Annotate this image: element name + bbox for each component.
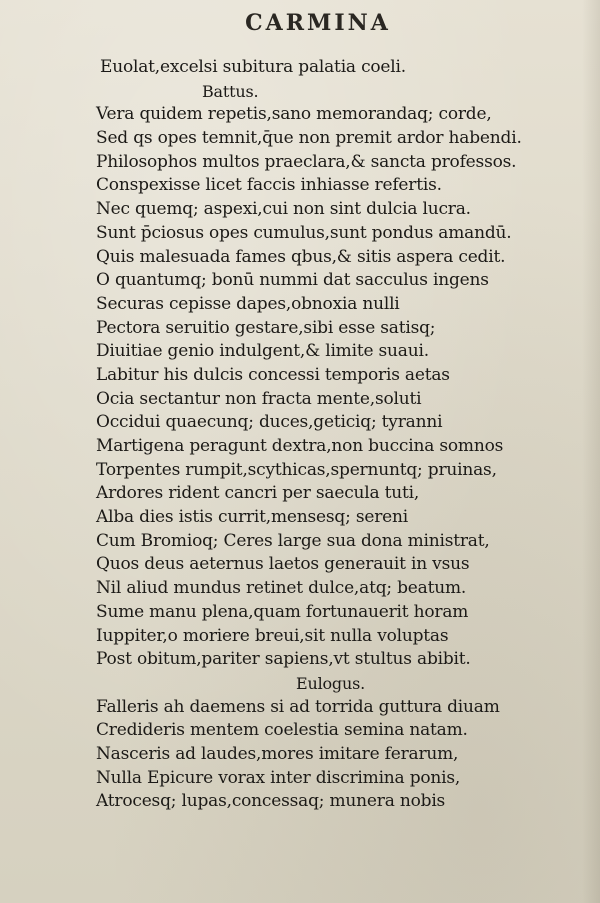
verse-line: Ardores rident cancri per saecula tuti,: [96, 483, 420, 504]
verse-line: Quos deus aeternus laetos generauit in vsus: [96, 554, 470, 575]
verse-line: Iuppiter,o moriere breui,sit nulla voluptas: [96, 625, 449, 646]
verse-line: Sed qs opes temnit,q̄ue non premit ardor habendi.: [96, 128, 522, 149]
verse-line: Occidui quaecunq; duces,geticiq; tyranni: [96, 412, 443, 433]
verse-line: Securas cepisse dapes,obnoxia nulli: [96, 293, 400, 314]
verse-line: Nil aliud mundus retinet dulce,atq; beatum.: [96, 578, 467, 599]
verse-line: Torpentes rumpit,scythicas,spernuntq; pruinas,: [96, 459, 497, 480]
verse-line: Post obitum,pariter sapiens,vt stultus abibit.: [96, 649, 471, 670]
verse-line: Nulla Epicure vorax inter discrimina ponis,: [96, 767, 461, 788]
page-edge-shadow: [582, 0, 600, 903]
speaker-name: Battus.: [202, 81, 259, 101]
verse-line: Quis malesuada fames qbus,& sitis aspera cedit.: [96, 246, 506, 267]
verse-line: Falleris ah daemens si ad torrida guttura diuam: [96, 696, 500, 717]
verse-line: Nec quemq; aspexi,cui non sint dulcia lucra.: [96, 199, 471, 220]
verse-line: Credideris mentem coelestia semina natam.: [96, 720, 468, 741]
verse-line: Pectora seruitio gestare,sibi esse satisq;: [96, 317, 436, 338]
verse-line: Diuitiae genio indulgent,& limite suaui.: [96, 341, 429, 362]
verse-line: Ocia sectantur non fracta mente,soluti: [96, 388, 422, 409]
verse-line: Sunt p̄ciosus opes cumulus,sunt pondus amandū.: [96, 222, 512, 243]
poem-text-block: [96, 56, 536, 814]
verse-line: Alba dies istis currit,mensesq; sereni: [96, 507, 409, 528]
verse-line: Vera quidem repetis,sano memorandaq; corde,: [96, 104, 492, 125]
verse-line: O quantumq; bonū nummi dat sacculus ingens: [96, 270, 489, 291]
verse-line: Atrocesq; lupas,concessaq; munera nobis: [96, 791, 446, 812]
verse-line: Sume manu plena,quam fortunauerit horam: [96, 601, 469, 622]
verse-line: Martigena peragunt dextra,non buccina somnos: [96, 436, 504, 456]
verse-line: Conspexisse licet faccis inhiasse refertis.: [96, 175, 442, 196]
verse-line: Labitur his dulcis concessi temporis aetas: [96, 364, 450, 385]
verse-line: Nasceris ad laudes,mores imitare ferarum,: [96, 743, 459, 764]
speaker-name: Eulogus.: [296, 673, 365, 693]
verse-line: Philosophos multos praeclara,& sancta professos.: [96, 151, 517, 172]
verse-line: Euolat,excelsi subitura palatia coeli.: [100, 57, 406, 77]
running-head: CARMINA: [245, 10, 391, 36]
verse-line: Cum Bromioq; Ceres large sua dona ministrat,: [96, 530, 490, 551]
